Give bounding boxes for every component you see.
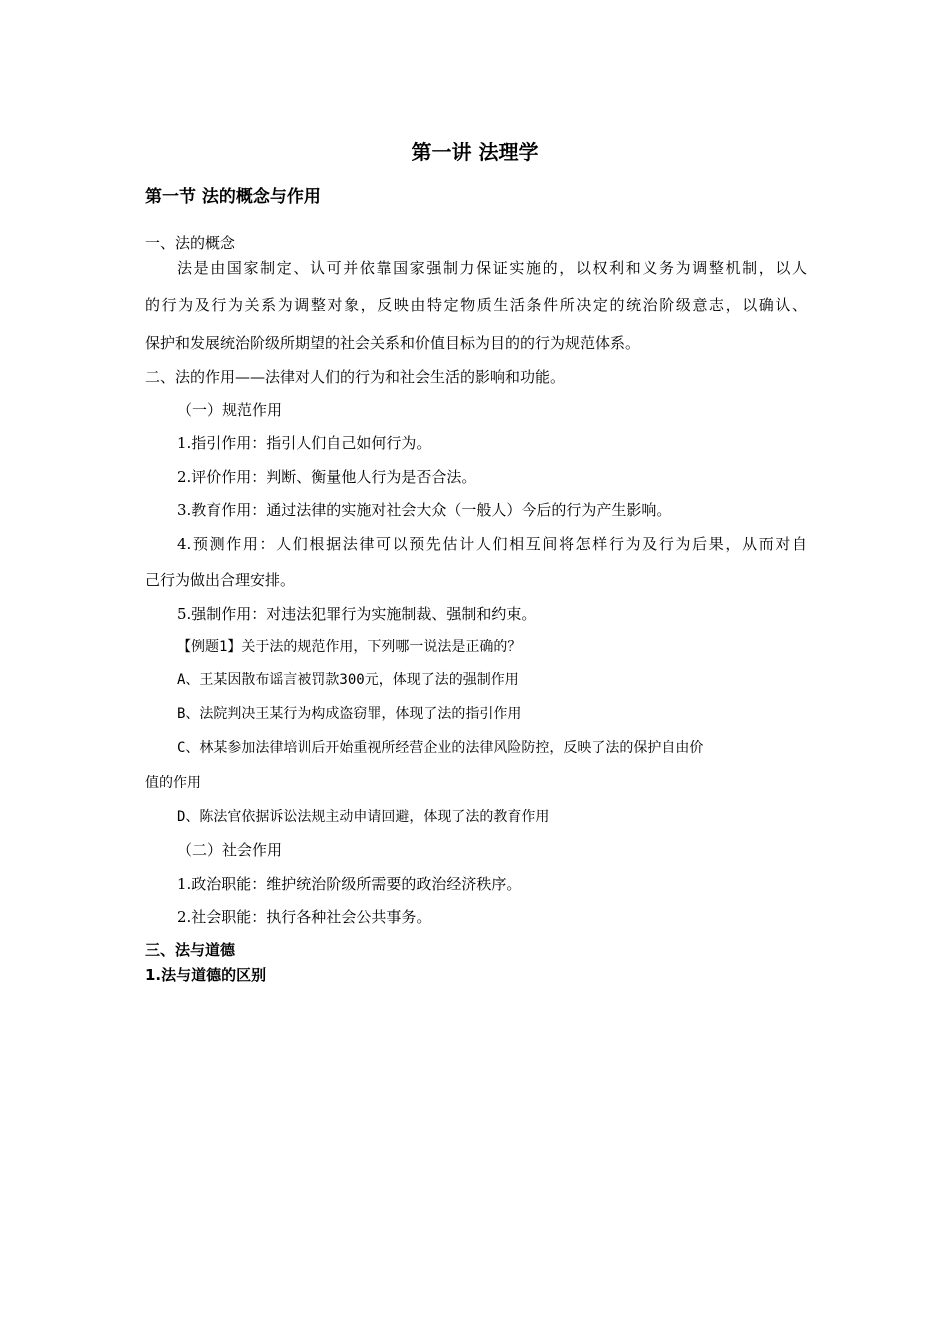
function-heading: 二、法的作用——法律对人们的行为和社会生活的影响和功能。 (145, 368, 566, 386)
section-heading-3: 三、法与道德 (145, 941, 236, 959)
normative-item-2: 2.评价作用：判断、衡量他人行为是否合法。 (177, 468, 477, 486)
example-option-b: B、法院判决王某行为构成盗窃罪，体现了法的指引作用 (177, 706, 522, 722)
example-option-a: A、王某因散布谣言被罚款300元，体现了法的强制作用 (177, 672, 519, 688)
social-item-1: 1.政治职能：维护统治阶级所需要的政治经济秩序。 (177, 875, 522, 893)
subsection-heading: 1.法与道德的区别 (145, 966, 267, 984)
normative-item-5: 5.强制作用：对违法犯罪行为实施制裁、强制和约束。 (177, 605, 537, 623)
normative-item-4-line-2: 己行为做出合理安排。 (145, 571, 296, 589)
normative-item-1: 1.指引作用：指引人们自己如何行为。 (177, 434, 432, 452)
example-question: 【例题1】关于法的规范作用，下列哪一说法是正确的？ (177, 639, 522, 655)
social-heading: （二）社会作用 (177, 841, 283, 859)
example-option-c-line-2: 值的作用 (145, 775, 201, 791)
concept-paragraph-line-2: 的行为及行为关系为调整对象，反映由特定物质生活条件所决定的统治阶级意志，以确认、 (145, 296, 807, 314)
document-title: 第一讲 法理学 (411, 140, 539, 164)
normative-item-4-line-1: 4.预测作用：人们根据法律可以预先估计人们相互间将怎样行为及行为后果，从而对自 (177, 535, 807, 553)
normative-heading: （一）规范作用 (177, 401, 283, 419)
example-option-d: D、陈法官依据诉讼法规主动申请回避，体现了法的教育作用 (177, 809, 550, 825)
concept-heading: 一、法的概念 (145, 234, 236, 252)
normative-item-3: 3.教育作用：通过法律的实施对社会大众（一般人）今后的行为产生影响。 (177, 501, 672, 519)
section-heading-1: 第一节 法的概念与作用 (145, 187, 321, 207)
social-item-2: 2.社会职能：执行各种社会公共事务。 (177, 908, 432, 926)
example-option-c-line-1: C、林某参加法律培训后开始重视所经营企业的法律风险防控，反映了法的保护自由价 (177, 740, 704, 756)
concept-paragraph-line-1: 法是由国家制定、认可并依靠国家强制力保证实施的，以权利和义务为调整机制，以人 (177, 259, 807, 277)
concept-paragraph-line-3: 保护和发展统治阶级所期望的社会关系和价值目标为目的的行为规范体系。 (145, 334, 641, 352)
